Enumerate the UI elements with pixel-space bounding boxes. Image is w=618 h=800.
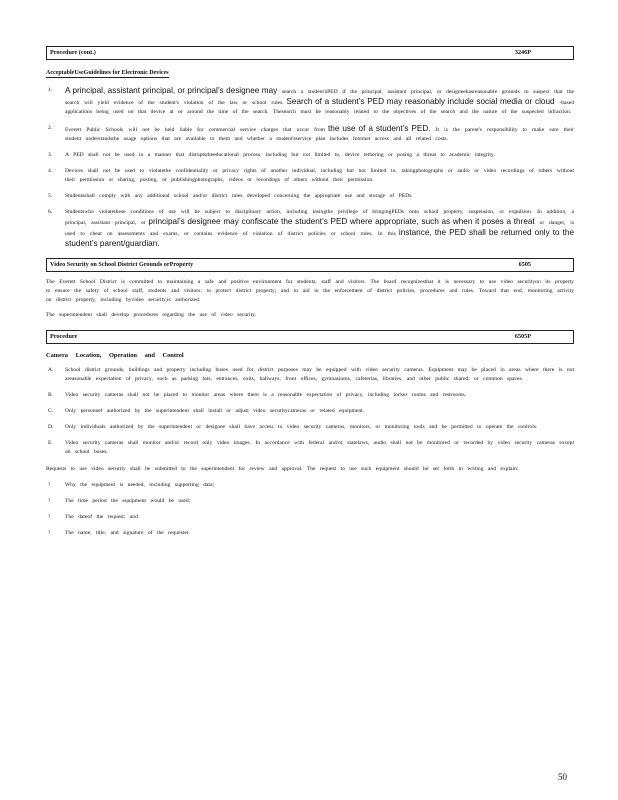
item-text: the use of a student’s PED. xyxy=(325,124,431,133)
item-text: Only individuals authorized by the superintendent or designee shall have access to video security cameras, monitors, or monitoring tools and be permitted to operate the controls. xyxy=(65,424,538,430)
item-text: -based applications being used on that device at or around the time of the search. Thesearch must be reasonably related to the objectives of the search and the nature of the suspected infraction. xyxy=(65,100,574,115)
list-item xyxy=(46,439,574,457)
item-text: It is the parent's responsibility to make sure their student understandsthe usage options that are available to them and whether a student'sservice plan includes Internet access and all related costs. xyxy=(65,127,574,142)
item-marker: E. xyxy=(48,440,53,446)
section-header-code: 6505 xyxy=(518,261,531,268)
item-number: 4. xyxy=(48,168,53,174)
item-text: The dateof the request; and xyxy=(65,514,138,520)
section-header-code: 6505P xyxy=(514,333,531,340)
list-item xyxy=(46,513,574,522)
section-header-title: Procedure xyxy=(50,333,78,340)
item-marker: A. xyxy=(48,367,54,373)
item-text: The time period the equipment would be used; xyxy=(65,498,191,504)
requests-paragraph: Requests to use video security shall be submitted to the superintendent for review and approval. The request to use such equipment should be set forth in writing and explain: xyxy=(46,466,519,472)
section-header-bar xyxy=(46,330,574,344)
item-text: A principal, assistant principal, or principal’s designee may xyxy=(65,86,278,95)
item-text: instance, the PED shall be returned only to the student’s parent/guardian. xyxy=(65,228,574,248)
list-item xyxy=(46,124,574,144)
item-text: A PED shall not be used in a manner that disruptstheeducational process, including but not limited to, device tethering or posing a threat to academic integrity. xyxy=(65,152,495,158)
section-header-title: Video Security on School District Grounds orProperty xyxy=(50,261,194,268)
item-number: 6. xyxy=(48,209,53,215)
policy-paragraph: The Everett School District is committed to maintaining a safe and positive environment for students, staff and visitors. The board recognizesthat it is necessary to use video securityon its property to ensure the safety of school staff, students and visitors; to protect district property; and to aid in the enforcement of district policies, procedures and rules. Toward that end, monitoring activity on district property, including byvideo security,is authorized. xyxy=(46,279,574,303)
item-marker: ? xyxy=(48,530,51,536)
section-header-bar xyxy=(46,46,574,60)
video-policy-text xyxy=(46,278,574,320)
camera-list xyxy=(46,366,574,457)
item-marker: D. xyxy=(48,424,54,430)
item-text: Devices shall not be used to violatethe confidentiality or privacy rights of another individual, including but not limited to, takingphotographs or audio or video recordings of others without their permission or sharing, posting, or publishingphotographs, videos or recordings of others without their permission. xyxy=(65,168,574,183)
document-page xyxy=(46,46,574,538)
request-requirements-list xyxy=(46,481,574,538)
list-item xyxy=(46,151,574,160)
section-header-title: Procedure (cont.) xyxy=(50,49,96,56)
item-text: Search of a student’s PED may reasonably include social media or cloud xyxy=(283,97,555,106)
list-item xyxy=(46,481,574,490)
item-text: Why the equipment is needed, including supporting data; xyxy=(65,482,215,488)
item-marker: B. xyxy=(48,392,54,398)
list-item xyxy=(46,167,574,185)
item-number: 5. xyxy=(48,193,53,199)
section-header-bar xyxy=(46,258,574,272)
list-item xyxy=(46,192,574,201)
item-text: or danger, is used to cheat on assessments and exams, or contains evidence of violation of district policies or school rules. In this xyxy=(65,220,574,237)
item-number: 3. xyxy=(48,152,53,158)
section-header-code: 3246P xyxy=(514,49,531,56)
list-item xyxy=(46,497,574,506)
list-item xyxy=(46,407,574,416)
list-item xyxy=(46,208,574,250)
item-text: Video security cameras shall not be placed to monitor areas where there is a reasonable expectation of privacy, including locker rooms and restrooms. xyxy=(65,392,467,398)
page-number: 50 xyxy=(558,772,567,782)
list-item xyxy=(46,423,574,432)
list-item xyxy=(46,529,574,538)
item-number: 1. xyxy=(48,87,53,93)
item-text: principal’s designee may confiscate the student’s PED where appropriate, such as when it poses a threat xyxy=(145,217,535,226)
item-text: Studentswho violatethese conditions of use will be subject to disciplinary action, including losingthe privilege of bringingPEDs onto school property, suspension, or expulsion. In addition, a principal, assistant principal, or xyxy=(65,209,574,226)
list-item xyxy=(46,366,574,384)
item-text: School district grounds, buildings and property including buses used for district purposes may be equipped with video security cameras. Equipment may be placed in areas where there is not areasonable expectation of privacy, such as parking lots, entrances, exits, hallways, front offices, gymnasiums, cafeterias, libraries, and other public shared, or common spaces. xyxy=(65,367,574,382)
list-item xyxy=(46,86,574,117)
item-text: Video security cameras shall monitor and/or record only video images. In accordance with federal and/or statelaws, audio shall not be monitored or recorded by video security cameras except on school buses. xyxy=(65,440,574,455)
guidelines-heading: AcceptableUseGuidelines for Electronic Devices xyxy=(46,70,169,76)
item-text: Everett Public Schools will not be held liable for commercial service charges that occur from xyxy=(65,127,326,133)
item-text: Only personnel authorized by the superintendent shall install or adjust video securitycameras or related equipment. xyxy=(65,408,365,414)
item-marker: ? xyxy=(48,514,51,520)
policy-paragraph: The superintendent shall develop procedures regarding the use of video security. xyxy=(46,312,256,318)
camera-heading: Camera Location, Operation and Control xyxy=(46,352,184,359)
item-text: Studentsshall comply with any additional school and/or district rules developed concerning the appropriate use and storage of PEDs. xyxy=(65,193,413,199)
item-marker: C. xyxy=(48,408,54,414)
item-marker: ? xyxy=(48,482,51,488)
item-text: search a student'sPED if the principal, assistant principal, or designeehasreasonable grounds to suspect that the search will yield evidence of the student's violation of the law or school rules. xyxy=(65,89,574,106)
item-marker: ? xyxy=(48,498,51,504)
item-number: 2. xyxy=(48,125,53,131)
list-item xyxy=(46,391,574,400)
guidelines-list xyxy=(46,86,574,250)
item-text: The name, title, and signature of the requester. xyxy=(65,530,190,536)
